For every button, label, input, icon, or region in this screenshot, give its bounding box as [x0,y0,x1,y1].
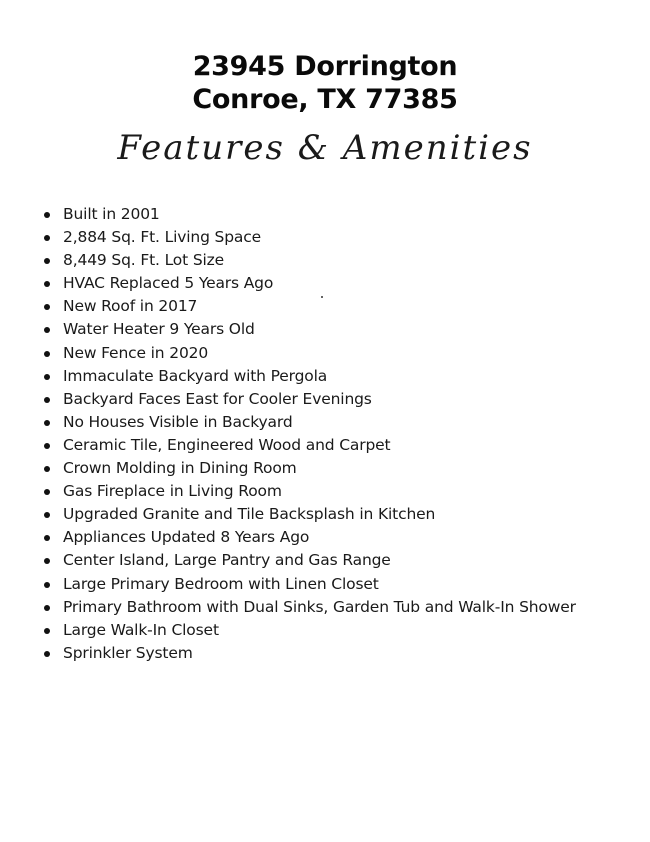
bullet-icon [44,535,50,541]
bullet-icon [44,281,50,287]
bullet-icon [44,351,50,357]
feature-item [40,457,576,480]
feature-text: New Fence in 2020 [63,343,209,362]
feature-item [40,318,576,341]
bullet-icon [44,327,50,333]
feature-item [40,203,576,226]
bullet-icon [44,397,50,403]
feature-item [40,573,576,596]
feature-text: Upgraded Granite and Tile Backsplash in Kitchen [63,505,436,524]
feature-item [40,642,576,665]
bullet-icon [44,512,50,518]
feature-text: Ceramic Tile, Engineered Wood and Carpet [63,435,391,454]
feature-item [40,295,576,318]
feature-item [40,619,576,642]
bullet-icon [44,258,50,264]
bullet-icon [44,651,50,657]
feature-item [40,342,576,365]
feature-item [40,503,576,526]
bullet-icon [44,304,50,310]
feature-item [40,526,576,549]
feature-text: Large Walk-In Closet [63,620,219,639]
feature-text: No Houses Visible in Backyard [63,412,293,431]
feature-text: HVAC Replaced 5 Years Ago [63,274,274,293]
bullet-icon [44,558,50,564]
bullet-icon [44,443,50,449]
feature-text: Water Heater 9 Years Old [63,320,255,339]
feature-text: Built in 2001 [63,205,160,223]
feature-text: Large Primary Bedroom with Linen Closet [63,574,379,593]
feature-item [40,480,576,503]
feature-item [40,226,576,249]
feature-text: Primary Bathroom with Dual Sinks, Garden Tub and Walk-In Shower [63,597,576,616]
feature-text: Backyard Faces East for Cooler Evenings [63,389,372,408]
address-city-state-zip: Conroe, TX 77385 [192,84,458,115]
feature-text: Center Island, Large Pantry and Gas Range [63,551,391,570]
bullet-icon [44,489,50,495]
feature-text: Gas Fireplace in Living Room [63,482,282,501]
bullet-icon [44,628,50,634]
feature-item [40,549,576,572]
feature-item [40,411,576,434]
bullet-icon [44,582,50,588]
feature-text: Appliances Updated 8 Years Ago [63,528,310,547]
bullet-icon [44,605,50,611]
bullet-icon [44,212,50,218]
feature-item [40,272,576,295]
feature-item [40,249,576,272]
bullet-icon [44,466,50,472]
bullet-icon [44,374,50,380]
feature-text: 8,449 Sq. Ft. Lot Size [63,251,225,270]
address-heading [0,50,650,116]
feature-item [40,596,576,619]
feature-item [40,365,576,388]
feature-text: Immaculate Backyard with Pergola [63,366,328,385]
feature-text: New Roof in 2017 [63,297,198,316]
feature-item [40,434,576,457]
feature-item [40,388,576,411]
features-list [40,203,576,665]
bullet-icon [44,420,50,426]
address-street: 23945 Dorrington [192,51,458,82]
bullet-icon [44,235,50,241]
feature-text: Sprinkler System [63,643,193,662]
feature-text: Crown Molding in Dining Room [63,459,297,478]
feature-text: 2,884 Sq. Ft. Living Space [63,228,262,247]
features-amenities-title: Features & Amenities [117,128,533,168]
